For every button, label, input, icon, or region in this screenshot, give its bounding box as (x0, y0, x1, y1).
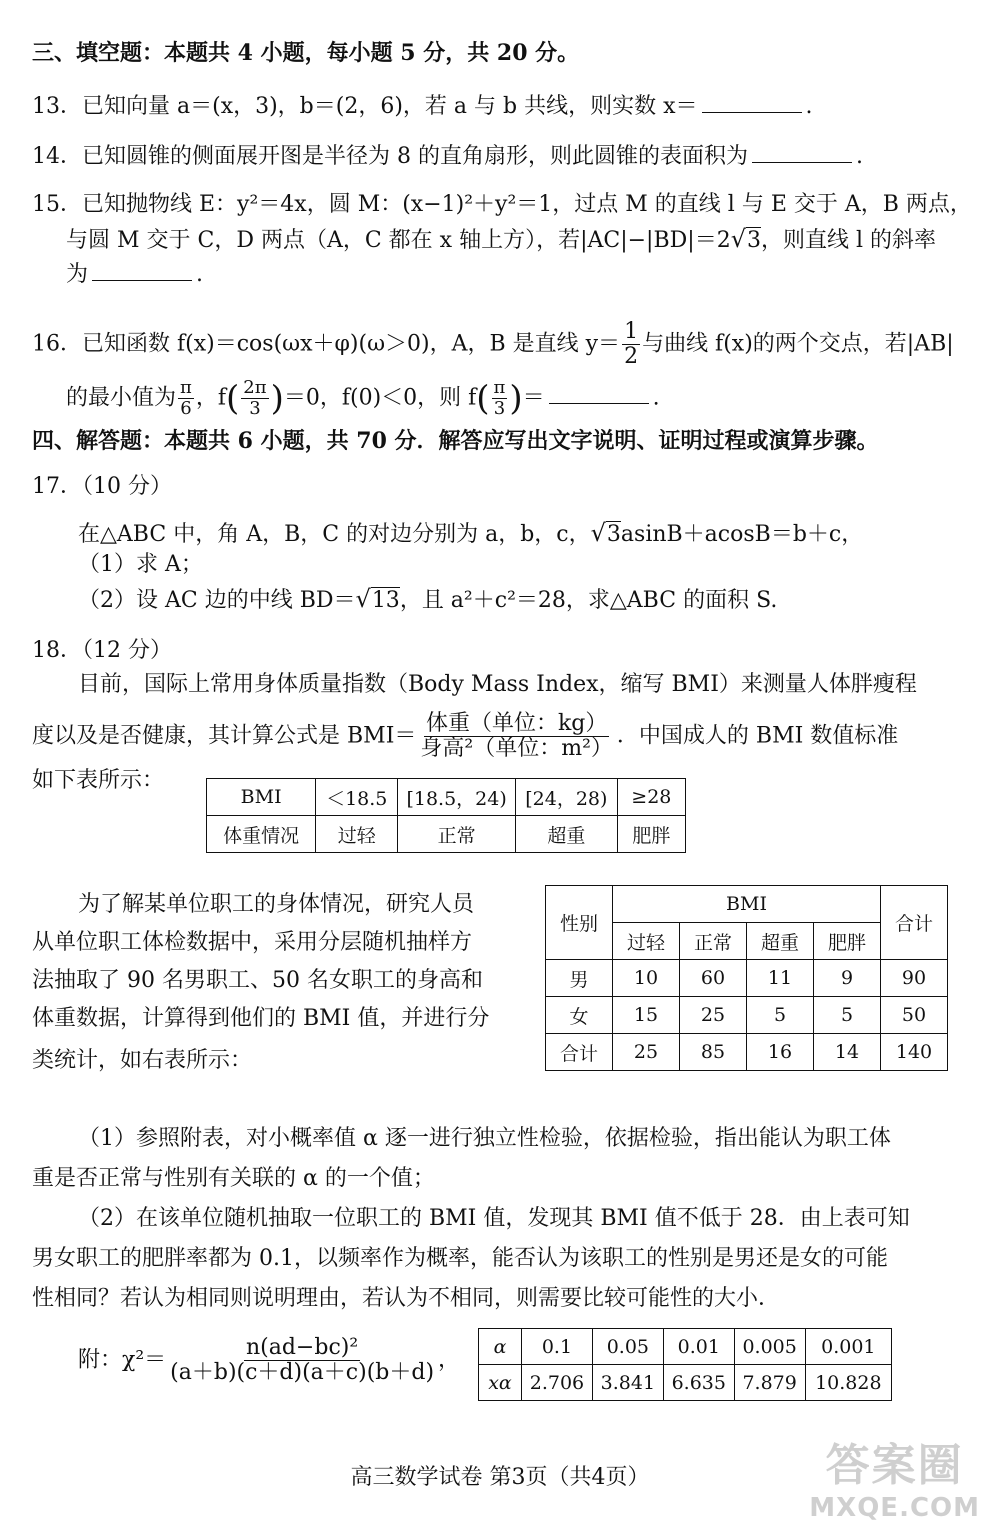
question-18-intro-3: 法抽取了 90 名男职工、50 名女职工的身高和 (32, 968, 483, 993)
page-footer: 高三数学试卷 第3页（共4页） (350, 1465, 650, 1490)
question-13: 13．已知向量 a＝(x，3)，b＝(2，6)，若 a 与 b 共线，则实数 x＝ . (32, 90, 813, 122)
question-18-intro-2: 从单位职工体检数据中，采用分层随机抽样方 (32, 930, 473, 955)
question-15-line-1: 15．已知抛物线 E：y²＝4x，圆 M：(x−1)²＋y²＝1，过点 M 的直线 l 与 E 交于 A，B 两点， (32, 192, 972, 217)
table-row: 女 15 25 5 5 50 (546, 997, 948, 1034)
table-row: 过轻 正常 超重 肥胖 (546, 923, 948, 960)
bmi-standard-table (206, 778, 686, 853)
question-18-line-1: 目前，国际上常用身体质量指数（Body Mass Index，缩写 BMI）来测量人体胖瘦程 (78, 672, 917, 697)
answer-blank[interactable] (549, 381, 649, 404)
question-16-line-1: 16．已知函数 f(x)＝cos(ωx＋φ)(ω＞0)，A，B 是直线 y＝ $\frac{1}{2}$ 与曲线 f(x)的两个交点，若|AB| (32, 319, 954, 370)
table-row: α 0.1 0.05 0.01 0.005 0.001 (479, 1329, 892, 1365)
question-18-line-3: 如下表所示： (32, 768, 165, 793)
question-18-intro-4: 体重数据，计算得到他们的 BMI 值，并进行分 (32, 1006, 490, 1031)
question-18-line-2: 度以及是否健康，其计算公式是 BMI＝ $\frac{\text{体重（单位：kg）}}{\text{身高²（单位：m²）}}$ ．中国成人的 BMI 数值标准 (32, 711, 899, 762)
question-18-part-2c: 性相同？若认为相同则说明理由，若认为不相同，则需要比较可能性的大小． (32, 1286, 781, 1311)
bmi-survey-table (545, 885, 948, 1071)
question-17-text: 在△ABC 中，角 A，B，C 的对边分别为 a，b，c，√3asinB＋acosB＝b＋c， (78, 519, 864, 547)
answer-blank[interactable] (702, 90, 802, 113)
question-15-line-3: 为 . (66, 258, 203, 290)
section-4-title: 四、解答题：本题共 6 小题，共 70 分．解答应写出文字说明、证明过程或演算步骤。 (32, 428, 879, 454)
question-18-heading: 18．（12 分） (32, 638, 172, 663)
question-17-heading: 17．（10 分） (32, 474, 172, 499)
question-17-part-2: （2）设 AC 边的中线 BD＝√13，且 a²＋c²＝28，求△ABC 的面积 S. (78, 585, 778, 613)
answer-blank[interactable] (752, 140, 852, 163)
question-18-part-1a: （1）参照附表，对小概率值 α 逐一进行独立性检验，依据检验，指出能认为职工体 (78, 1126, 891, 1151)
critical-value-table (478, 1328, 892, 1401)
table-row: 男 10 60 11 9 90 (546, 960, 948, 997)
question-18-part-2a: （2）在该单位随机抽取一位职工的 BMI 值，发现其 BMI 值不低于 28．由上表可知 (78, 1206, 910, 1231)
answer-blank[interactable] (92, 258, 192, 281)
question-18-intro-5: 类统计，如右表所示： (32, 1048, 253, 1073)
watermark: 答案圈 MXQE.COM (809, 1440, 980, 1523)
table-row: 合计 25 85 16 14 140 (546, 1034, 948, 1071)
section-3-title: 三、填空题：本题共 4 小题，每小题 5 分，共 20 分。 (32, 40, 580, 66)
table-row: BMI ＜18.5 [18.5，24) [24，28) ≥28 (207, 779, 686, 816)
chi-square-formula: 附：χ²＝ $\frac{\text{n(ad−bc)²}}{(a+b)(c+d)(a+c)(b+d)}$ ， (78, 1335, 461, 1386)
question-17-part-1: （1）求 A； (78, 552, 203, 577)
question-18-intro-1: 为了解某单位职工的身体情况，研究人员 (78, 892, 475, 917)
question-18-part-2b: 男女职工的肥胖率都为 0.1，以频率作为概率，能否认为该职工的性别是男还是女的可能 (32, 1246, 888, 1271)
question-18-part-1b: 重是否正常与性别有关联的 α 的一个值； (32, 1166, 435, 1191)
table-row: xα 2.706 3.841 6.635 7.879 10.828 (479, 1365, 892, 1401)
question-16-line-2: 的最小值为 $\frac{\pi}{6}$ ，f( $\frac{2\pi}{3}$ )＝0，f(0)＜0，则 f( $\frac{\pi}{3}$ )＝ . (66, 377, 660, 419)
question-15-line-2: 与圆 M 交于 C，D 两点（A，C 都在 x 轴上方），若|AC|−|BD|＝2√3，则直线 l 的斜率 (66, 225, 937, 253)
table-row: 体重情况 过轻 正常 超重 肥胖 (207, 816, 686, 853)
question-14: 14．已知圆锥的侧面展开图是半径为 8 的直角扇形，则此圆锥的表面积为 . (32, 140, 863, 172)
table-row: 性别 BMI 合计 (546, 886, 948, 923)
